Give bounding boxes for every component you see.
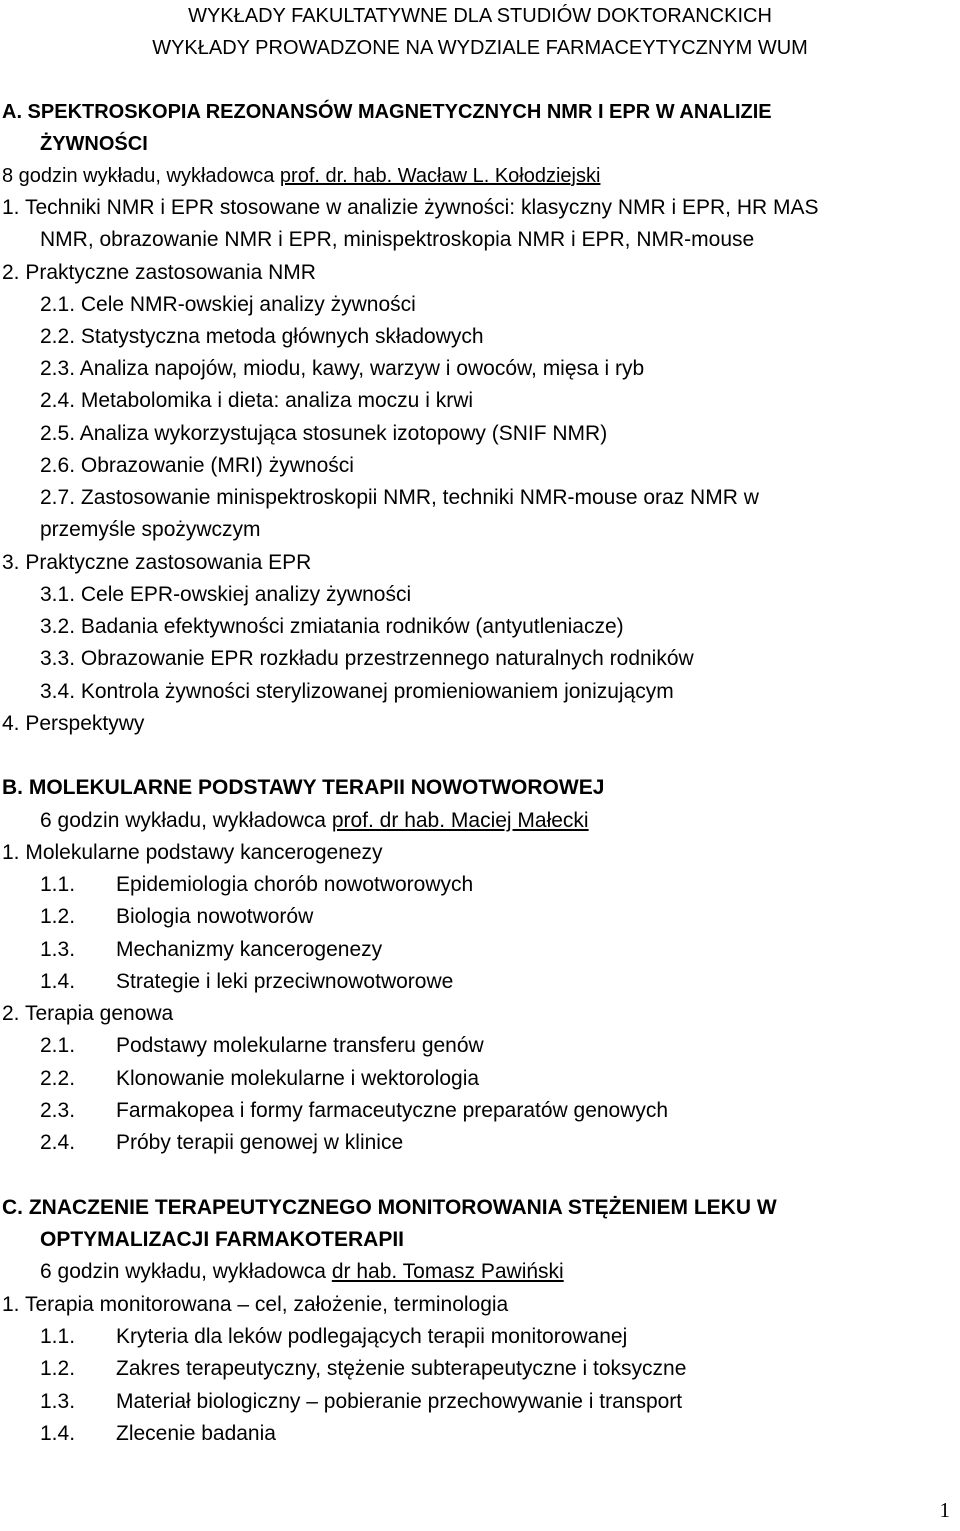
item-text: Kryteria dla leków podlegających terapii monitorowanej xyxy=(116,1325,628,1348)
list-item xyxy=(40,904,313,930)
list-item xyxy=(40,969,453,995)
lecturer-prefix: 8 godzin wykładu, wykładowca xyxy=(2,165,280,187)
item-number: 1.1. xyxy=(40,873,76,896)
section-b-lecturer xyxy=(40,808,589,834)
list-item: 3.2. Badania efektywności zmiatania rodników (antyutleniacze) xyxy=(40,615,624,638)
list-item xyxy=(40,1130,403,1156)
item-text: Zakres terapeutyczny, stężenie subterapeutyczne i toksyczne xyxy=(116,1357,687,1380)
list-item: 2.4. Metabolomika i dieta: analiza moczu i krwi xyxy=(40,389,474,412)
item-number: 1.2. xyxy=(40,1357,76,1380)
list-item xyxy=(40,1421,276,1447)
item-number: 1.2. xyxy=(40,905,76,928)
list-item: 3.3. Obrazowanie EPR rozkładu przestrzennego naturalnych rodników xyxy=(40,647,694,670)
list-item: 4. Perspektywy xyxy=(2,712,145,735)
item-number: 1.4. xyxy=(40,970,76,993)
list-item xyxy=(40,1098,668,1124)
list-item: przemyśle spożywczym xyxy=(40,518,261,541)
list-item: 2.1. Cele NMR-owskiej analizy żywności xyxy=(40,293,416,316)
list-item: NMR, obrazowanie NMR i EPR, minispektroskopia NMR i EPR, NMR-mouse xyxy=(40,228,755,251)
list-heading: 1. Molekularne podstawy kancerogenezy xyxy=(2,841,383,864)
item-text: Epidemiologia chorób nowotworowych xyxy=(116,873,474,896)
section-a-title-cont: ŻYWNOŚCI xyxy=(40,133,148,155)
item-number: 1.4. xyxy=(40,1422,76,1445)
item-text: Biologia nowotworów xyxy=(116,905,314,928)
item-text: Podstawy molekularne transferu genów xyxy=(116,1034,484,1057)
item-text: Próby terapii genowej w klinice xyxy=(116,1131,404,1154)
list-heading: 1. Terapia monitorowana – cel, założenie, terminologia xyxy=(2,1293,509,1316)
item-number: 1.3. xyxy=(40,938,76,961)
lecturer-prefix: 6 godzin wykładu, wykładowca xyxy=(40,1260,332,1283)
list-item: 1. Techniki NMR i EPR stosowane w analizie żywności: klasyczny NMR i EPR, HR MAS xyxy=(2,196,819,219)
list-item xyxy=(40,1356,686,1382)
list-item: 3. Praktyczne zastosowania EPR xyxy=(2,551,312,574)
section-c-title: C. ZNACZENIE TERAPEUTYCZNEGO MONITOROWANIA STĘŻENIEM LEKU W xyxy=(2,1196,777,1219)
list-item xyxy=(40,937,382,963)
section-c-lecturer xyxy=(40,1259,564,1285)
item-number: 2.4. xyxy=(40,1131,76,1154)
section-a-lecturer xyxy=(2,163,600,189)
item-number: 2.3. xyxy=(40,1099,76,1122)
list-item xyxy=(40,1033,484,1059)
lecturer-prefix: 6 godzin wykładu, wykładowca xyxy=(40,809,332,832)
list-item xyxy=(40,1066,479,1092)
list-item xyxy=(40,1389,682,1415)
item-text: Mechanizmy kancerogenezy xyxy=(116,938,383,961)
item-number: 1.3. xyxy=(40,1390,76,1413)
item-text: Zlecenie badania xyxy=(116,1422,276,1445)
lecturer-name: prof. dr. hab. Wacław L. Kołodziejski xyxy=(279,165,601,187)
lecturer-name: dr hab. Tomasz Pawiński xyxy=(331,1260,564,1283)
item-text: Klonowanie molekularne i wektorologia xyxy=(116,1067,480,1090)
item-number: 2.2. xyxy=(40,1067,76,1090)
list-item xyxy=(40,1324,627,1350)
item-text: Farmakopea i formy farmaceutyczne preparatów genowych xyxy=(116,1099,669,1122)
section-c-title-cont: OPTYMALIZACJI FARMAKOTERAPII xyxy=(40,1228,405,1251)
list-item: 3.4. Kontrola żywności sterylizowanej promieniowaniem jonizującym xyxy=(40,680,674,703)
item-number: 1.1. xyxy=(40,1325,76,1348)
list-item: 3.1. Cele EPR-owskiej analizy żywności xyxy=(40,583,412,606)
item-text: Strategie i leki przeciwnowotworowe xyxy=(116,970,454,993)
section-a-title: A. SPEKTROSKOPIA REZONANSÓW MAGNETYCZNYCH NMR I EPR W ANALIZIE xyxy=(2,101,772,123)
list-item: 2.2. Statystyczna metoda głównych składowych xyxy=(40,325,484,348)
list-heading: 2. Terapia genowa xyxy=(2,1002,174,1025)
page-number: 1 xyxy=(939,1498,950,1522)
list-item: 2.3. Analiza napojów, miodu, kawy, warzyw i owoców, mięsa i ryb xyxy=(40,357,645,380)
list-item: 2.6. Obrazowanie (MRI) żywności xyxy=(40,454,354,477)
item-text: Materiał biologiczny – pobieranie przechowywanie i transport xyxy=(116,1390,683,1413)
list-item: 2.7. Zastosowanie minispektroskopii NMR, techniki NMR-mouse oraz NMR w xyxy=(40,486,759,509)
header-line-2: WYKŁADY PROWADZONE NA WYDZIALE FARMACEYTYCZNYM WUM xyxy=(152,37,808,59)
list-item: 2. Praktyczne zastosowania NMR xyxy=(2,261,316,284)
item-number: 2.1. xyxy=(40,1034,76,1057)
section-b-title: B. MOLEKULARNE PODSTAWY TERAPII NOWOTWOROWEJ xyxy=(2,776,605,799)
list-item: 2.5. Analiza wykorzystująca stosunek izotopowy (SNIF NMR) xyxy=(40,422,608,445)
lecturer-name: prof. dr hab. Maciej Małecki xyxy=(331,809,589,832)
list-item xyxy=(40,872,473,898)
header-line-1: WYKŁADY FAKULTATYWNE DLA STUDIÓW DOKTORANCKICH xyxy=(188,5,772,27)
